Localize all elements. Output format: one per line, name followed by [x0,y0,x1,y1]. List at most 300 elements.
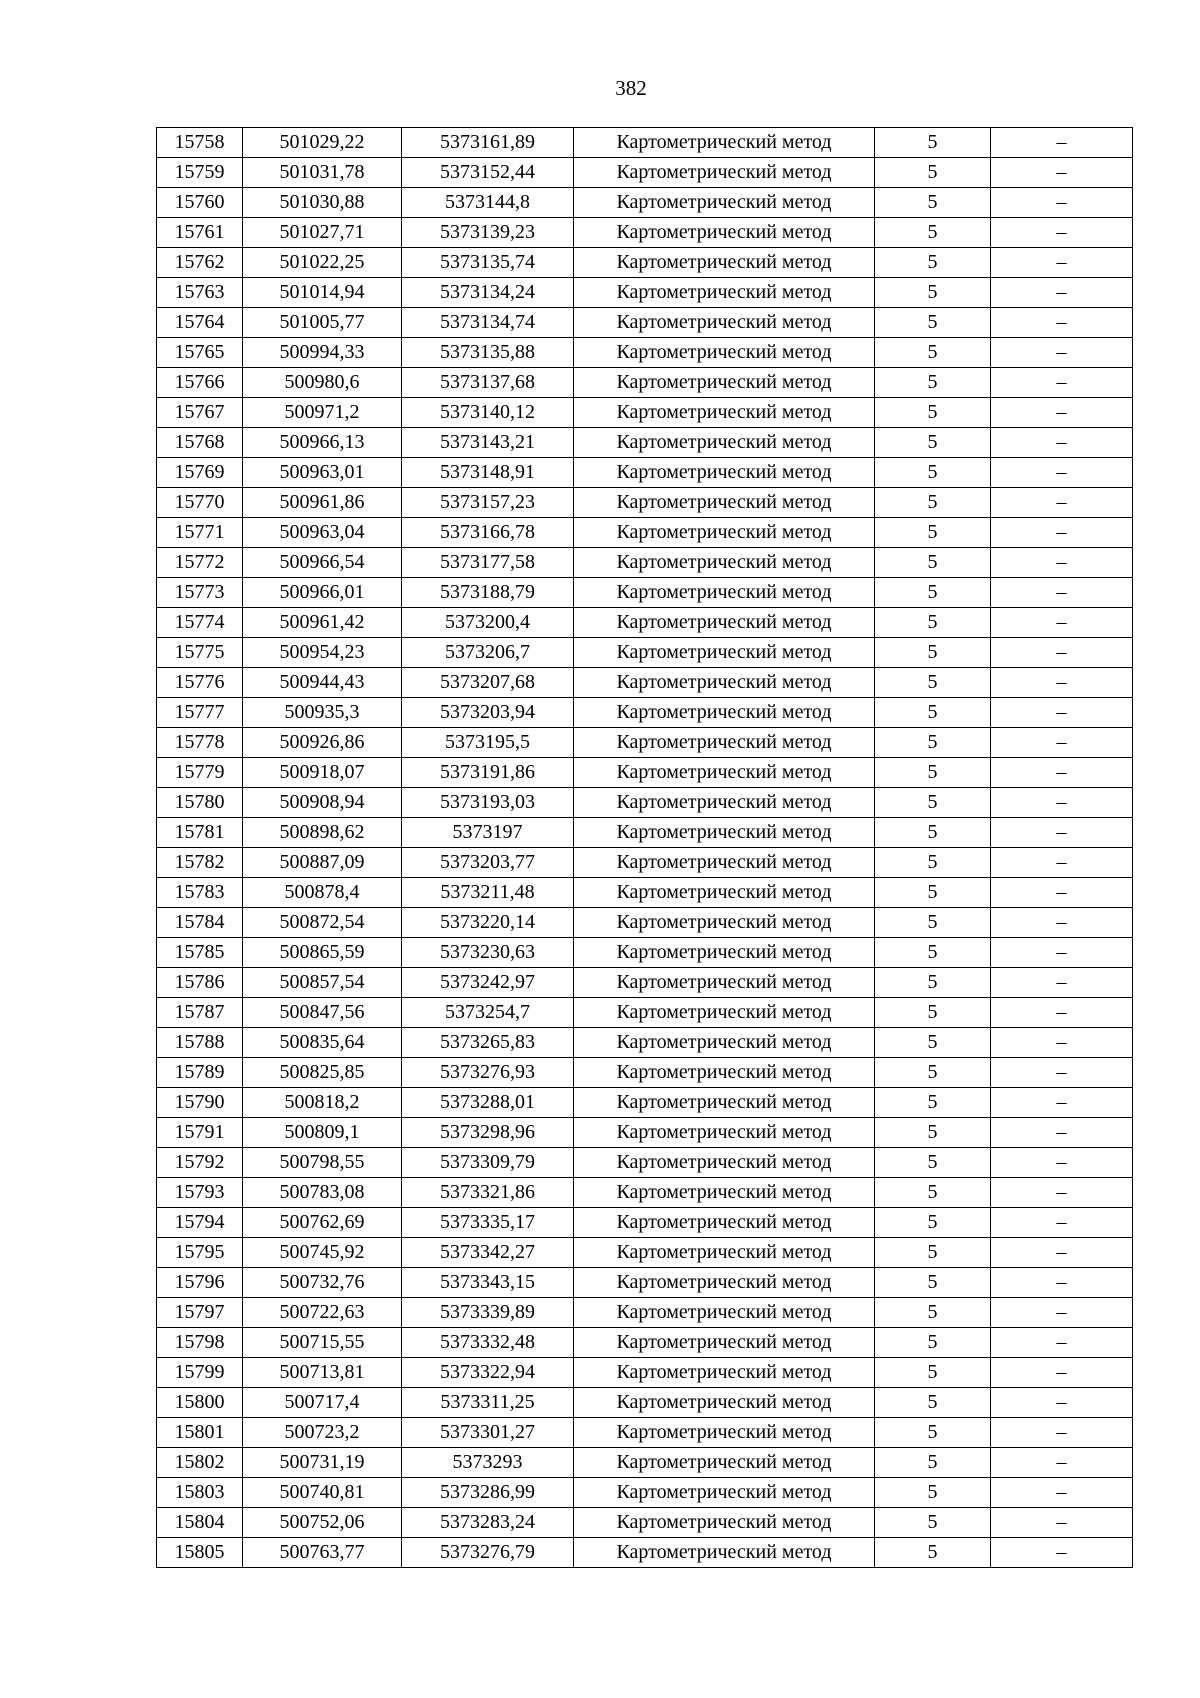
x-coordinate-cell: 500798,55 [243,1148,402,1178]
point-number-cell: 15803 [157,1478,243,1508]
accuracy-cell: 5 [875,848,991,878]
accuracy-cell: 5 [875,188,991,218]
accuracy-cell: 5 [875,608,991,638]
x-coordinate-cell: 500966,13 [243,428,402,458]
x-coordinate-cell: 500732,76 [243,1268,402,1298]
description-cell: – [991,968,1133,998]
y-coordinate-cell: 5373144,8 [402,188,574,218]
table-row [157,548,1133,578]
y-coordinate-cell: 5373301,27 [402,1418,574,1448]
x-coordinate-cell: 500723,2 [243,1418,402,1448]
y-coordinate-cell: 5373230,63 [402,938,574,968]
x-coordinate-cell: 500935,3 [243,698,402,728]
x-coordinate-cell: 500926,86 [243,728,402,758]
description-cell: – [991,1358,1133,1388]
table-row [157,818,1133,848]
method-cell: Картометрический метод [574,1508,875,1538]
x-coordinate-cell: 500835,64 [243,1028,402,1058]
description-cell: – [991,1328,1133,1358]
method-cell: Картометрический метод [574,668,875,698]
point-number-cell: 15772 [157,548,243,578]
point-number-cell: 15783 [157,878,243,908]
method-cell: Картометрический метод [574,1418,875,1448]
table-row [157,848,1133,878]
description-cell: – [991,308,1133,338]
table-row [157,1358,1133,1388]
accuracy-cell: 5 [875,578,991,608]
accuracy-cell: 5 [875,1178,991,1208]
point-number-cell: 15773 [157,578,243,608]
point-number-cell: 15784 [157,908,243,938]
accuracy-cell: 5 [875,518,991,548]
x-coordinate-cell: 500745,92 [243,1238,402,1268]
description-cell: – [991,1028,1133,1058]
x-coordinate-cell: 501031,78 [243,158,402,188]
x-coordinate-cell: 500783,08 [243,1178,402,1208]
x-coordinate-cell: 501005,77 [243,308,402,338]
accuracy-cell: 5 [875,728,991,758]
point-number-cell: 15778 [157,728,243,758]
method-cell: Картометрический метод [574,1028,875,1058]
description-cell: – [991,578,1133,608]
accuracy-cell: 5 [875,368,991,398]
method-cell: Картометрический метод [574,1448,875,1478]
accuracy-cell: 5 [875,1268,991,1298]
x-coordinate-cell: 500857,54 [243,968,402,998]
x-coordinate-cell: 501014,94 [243,278,402,308]
table-row [157,128,1133,158]
y-coordinate-cell: 5373276,79 [402,1538,574,1568]
x-coordinate-cell: 500818,2 [243,1088,402,1118]
accuracy-cell: 5 [875,248,991,278]
description-cell: – [991,848,1133,878]
description-cell: – [991,878,1133,908]
description-cell: – [991,458,1133,488]
x-coordinate-cell: 500763,77 [243,1538,402,1568]
table-row [157,1298,1133,1328]
description-cell: – [991,1208,1133,1238]
x-coordinate-cell: 500731,19 [243,1448,402,1478]
point-number-cell: 15760 [157,188,243,218]
table-row [157,1478,1133,1508]
accuracy-cell: 5 [875,338,991,368]
y-coordinate-cell: 5373311,25 [402,1388,574,1418]
method-cell: Картометрический метод [574,458,875,488]
description-cell: – [991,938,1133,968]
point-number-cell: 15794 [157,1208,243,1238]
method-cell: Картометрический метод [574,488,875,518]
point-number-cell: 15802 [157,1448,243,1478]
x-coordinate-cell: 500715,55 [243,1328,402,1358]
accuracy-cell: 5 [875,1208,991,1238]
method-cell: Картометрический метод [574,428,875,458]
y-coordinate-cell: 5373148,91 [402,458,574,488]
method-cell: Картометрический метод [574,1058,875,1088]
table-row [157,728,1133,758]
table-row [157,308,1133,338]
accuracy-cell: 5 [875,1118,991,1148]
description-cell: – [991,1388,1133,1418]
table-row [157,1118,1133,1148]
method-cell: Картометрический метод [574,548,875,578]
x-coordinate-cell: 500887,09 [243,848,402,878]
page-number: 382 [615,76,647,100]
accuracy-cell: 5 [875,998,991,1028]
description-cell: – [991,1268,1133,1298]
description-cell: – [991,758,1133,788]
accuracy-cell: 5 [875,1088,991,1118]
description-cell: – [991,1448,1133,1478]
y-coordinate-cell: 5373332,48 [402,1328,574,1358]
accuracy-cell: 5 [875,218,991,248]
x-coordinate-cell: 500954,23 [243,638,402,668]
y-coordinate-cell: 5373152,44 [402,158,574,188]
y-coordinate-cell: 5373206,7 [402,638,574,668]
method-cell: Картометрический метод [574,1478,875,1508]
description-cell: – [991,728,1133,758]
description-cell: – [991,1508,1133,1538]
point-number-cell: 15804 [157,1508,243,1538]
description-cell: – [991,1478,1133,1508]
accuracy-cell: 5 [875,1328,991,1358]
point-number-cell: 15771 [157,518,243,548]
method-cell: Картометрический метод [574,758,875,788]
method-cell: Картометрический метод [574,908,875,938]
method-cell: Картометрический метод [574,188,875,218]
method-cell: Картометрический метод [574,1538,875,1568]
table-row [157,368,1133,398]
x-coordinate-cell: 500908,94 [243,788,402,818]
point-number-cell: 15765 [157,338,243,368]
x-coordinate-cell: 500971,2 [243,398,402,428]
accuracy-cell: 5 [875,1028,991,1058]
table-row [157,428,1133,458]
description-cell: – [991,218,1133,248]
accuracy-cell: 5 [875,1058,991,1088]
y-coordinate-cell: 5373134,24 [402,278,574,308]
description-cell: – [991,1178,1133,1208]
x-coordinate-cell: 500825,85 [243,1058,402,1088]
method-cell: Картометрический метод [574,518,875,548]
y-coordinate-cell: 5373339,89 [402,1298,574,1328]
method-cell: Картометрический метод [574,1268,875,1298]
accuracy-cell: 5 [875,1538,991,1568]
y-coordinate-cell: 5373188,79 [402,578,574,608]
y-coordinate-cell: 5373335,17 [402,1208,574,1238]
point-number-cell: 15779 [157,758,243,788]
accuracy-cell: 5 [875,1478,991,1508]
x-coordinate-cell: 501029,22 [243,128,402,158]
x-coordinate-cell: 500980,6 [243,368,402,398]
y-coordinate-cell: 5373137,68 [402,368,574,398]
accuracy-cell: 5 [875,1508,991,1538]
method-cell: Картометрический метод [574,1238,875,1268]
y-coordinate-cell: 5373200,4 [402,608,574,638]
table-row [157,518,1133,548]
accuracy-cell: 5 [875,1418,991,1448]
method-cell: Картометрический метод [574,818,875,848]
y-coordinate-cell: 5373265,83 [402,1028,574,1058]
method-cell: Картометрический метод [574,638,875,668]
table-row [157,1028,1133,1058]
point-number-cell: 15781 [157,818,243,848]
y-coordinate-cell: 5373135,74 [402,248,574,278]
point-number-cell: 15763 [157,278,243,308]
point-number-cell: 15791 [157,1118,243,1148]
method-cell: Картометрический метод [574,218,875,248]
y-coordinate-cell: 5373203,94 [402,698,574,728]
method-cell: Картометрический метод [574,578,875,608]
method-cell: Картометрический метод [574,938,875,968]
description-cell: – [991,818,1133,848]
description-cell: – [991,368,1133,398]
point-number-cell: 15795 [157,1238,243,1268]
method-cell: Картометрический метод [574,1298,875,1328]
x-coordinate-cell: 500963,01 [243,458,402,488]
y-coordinate-cell: 5373343,15 [402,1268,574,1298]
y-coordinate-cell: 5373193,03 [402,788,574,818]
method-cell: Картометрический метод [574,698,875,728]
accuracy-cell: 5 [875,818,991,848]
x-coordinate-cell: 500966,54 [243,548,402,578]
point-number-cell: 15782 [157,848,243,878]
table-body [157,128,1133,1568]
description-cell: – [991,1118,1133,1148]
point-number-cell: 15766 [157,368,243,398]
point-number-cell: 15767 [157,398,243,428]
accuracy-cell: 5 [875,308,991,338]
method-cell: Картометрический метод [574,308,875,338]
table-row [157,998,1133,1028]
method-cell: Картометрический метод [574,1208,875,1238]
table-row [157,1268,1133,1298]
x-coordinate-cell: 500966,01 [243,578,402,608]
table-row [157,788,1133,818]
point-number-cell: 15759 [157,158,243,188]
method-cell: Картометрический метод [574,1328,875,1358]
y-coordinate-cell: 5373220,14 [402,908,574,938]
y-coordinate-cell: 5373322,94 [402,1358,574,1388]
y-coordinate-cell: 5373191,86 [402,758,574,788]
x-coordinate-cell: 500740,81 [243,1478,402,1508]
method-cell: Картометрический метод [574,1358,875,1388]
y-coordinate-cell: 5373293 [402,1448,574,1478]
x-coordinate-cell: 500809,1 [243,1118,402,1148]
description-cell: – [991,668,1133,698]
method-cell: Картометрический метод [574,278,875,308]
description-cell: – [991,278,1133,308]
x-coordinate-cell: 500944,43 [243,668,402,698]
accuracy-cell: 5 [875,458,991,488]
accuracy-cell: 5 [875,758,991,788]
accuracy-cell: 5 [875,938,991,968]
table-row [157,968,1133,998]
table-row [157,698,1133,728]
method-cell: Картометрический метод [574,878,875,908]
accuracy-cell: 5 [875,398,991,428]
accuracy-cell: 5 [875,788,991,818]
point-number-cell: 15780 [157,788,243,818]
description-cell: – [991,608,1133,638]
point-number-cell: 15798 [157,1328,243,1358]
table-row [157,338,1133,368]
table-row [157,638,1133,668]
accuracy-cell: 5 [875,548,991,578]
y-coordinate-cell: 5373207,68 [402,668,574,698]
table-row [157,1148,1133,1178]
point-number-cell: 15775 [157,638,243,668]
accuracy-cell: 5 [875,668,991,698]
method-cell: Картометрический метод [574,848,875,878]
accuracy-cell: 5 [875,1448,991,1478]
y-coordinate-cell: 5373276,93 [402,1058,574,1088]
y-coordinate-cell: 5373166,78 [402,518,574,548]
table-row [157,188,1133,218]
table-row [157,1418,1133,1448]
accuracy-cell: 5 [875,698,991,728]
table-row [157,1538,1133,1568]
table-row [157,1178,1133,1208]
accuracy-cell: 5 [875,158,991,188]
accuracy-cell: 5 [875,878,991,908]
table-row [157,908,1133,938]
point-number-cell: 15774 [157,608,243,638]
description-cell: – [991,998,1133,1028]
accuracy-cell: 5 [875,128,991,158]
y-coordinate-cell: 5373134,74 [402,308,574,338]
description-cell: – [991,248,1133,278]
method-cell: Картометрический метод [574,608,875,638]
accuracy-cell: 5 [875,1148,991,1178]
table-row [157,248,1133,278]
table-row [157,1388,1133,1418]
x-coordinate-cell: 500918,07 [243,758,402,788]
description-cell: – [991,488,1133,518]
y-coordinate-cell: 5373242,97 [402,968,574,998]
description-cell: – [991,518,1133,548]
description-cell: – [991,188,1133,218]
table-row [157,758,1133,788]
coordinates-table [156,127,1133,1568]
table-row [157,398,1133,428]
x-coordinate-cell: 500878,4 [243,878,402,908]
y-coordinate-cell: 5373195,5 [402,728,574,758]
y-coordinate-cell: 5373161,89 [402,128,574,158]
table-row [157,1328,1133,1358]
description-cell: – [991,338,1133,368]
table-row [157,1508,1133,1538]
point-number-cell: 15796 [157,1268,243,1298]
y-coordinate-cell: 5373143,21 [402,428,574,458]
accuracy-cell: 5 [875,638,991,668]
table-row [157,488,1133,518]
description-cell: – [991,1148,1133,1178]
point-number-cell: 15761 [157,218,243,248]
table-row [157,278,1133,308]
method-cell: Картометрический метод [574,728,875,758]
y-coordinate-cell: 5373321,86 [402,1178,574,1208]
table-row [157,578,1133,608]
point-number-cell: 15764 [157,308,243,338]
accuracy-cell: 5 [875,968,991,998]
x-coordinate-cell: 501030,88 [243,188,402,218]
point-number-cell: 15793 [157,1178,243,1208]
x-coordinate-cell: 500722,63 [243,1298,402,1328]
point-number-cell: 15792 [157,1148,243,1178]
point-number-cell: 15770 [157,488,243,518]
table-row [157,608,1133,638]
description-cell: – [991,1298,1133,1328]
accuracy-cell: 5 [875,1298,991,1328]
point-number-cell: 15762 [157,248,243,278]
description-cell: – [991,698,1133,728]
point-number-cell: 15769 [157,458,243,488]
x-coordinate-cell: 500752,06 [243,1508,402,1538]
point-number-cell: 15776 [157,668,243,698]
method-cell: Картометрический метод [574,128,875,158]
point-number-cell: 15787 [157,998,243,1028]
y-coordinate-cell: 5373298,96 [402,1118,574,1148]
y-coordinate-cell: 5373283,24 [402,1508,574,1538]
y-coordinate-cell: 5373135,88 [402,338,574,368]
y-coordinate-cell: 5373342,27 [402,1238,574,1268]
description-cell: – [991,1058,1133,1088]
description-cell: – [991,158,1133,188]
point-number-cell: 15768 [157,428,243,458]
description-cell: – [991,428,1133,458]
table-row [157,1208,1133,1238]
description-cell: – [991,1238,1133,1268]
point-number-cell: 15789 [157,1058,243,1088]
y-coordinate-cell: 5373286,99 [402,1478,574,1508]
y-coordinate-cell: 5373309,79 [402,1148,574,1178]
table-row [157,158,1133,188]
x-coordinate-cell: 500872,54 [243,908,402,938]
method-cell: Картометрический метод [574,1388,875,1418]
description-cell: – [991,1088,1133,1118]
table-row [157,938,1133,968]
x-coordinate-cell: 500847,56 [243,998,402,1028]
description-cell: – [991,908,1133,938]
accuracy-cell: 5 [875,428,991,458]
method-cell: Картометрический метод [574,998,875,1028]
x-coordinate-cell: 501022,25 [243,248,402,278]
y-coordinate-cell: 5373177,58 [402,548,574,578]
x-coordinate-cell: 500961,42 [243,608,402,638]
point-number-cell: 15801 [157,1418,243,1448]
point-number-cell: 15788 [157,1028,243,1058]
point-number-cell: 15799 [157,1358,243,1388]
table-row [157,878,1133,908]
x-coordinate-cell: 500865,59 [243,938,402,968]
description-cell: – [991,1418,1133,1448]
point-number-cell: 15758 [157,128,243,158]
point-number-cell: 15797 [157,1298,243,1328]
point-number-cell: 15785 [157,938,243,968]
method-cell: Картометрический метод [574,968,875,998]
description-cell: – [991,128,1133,158]
x-coordinate-cell: 500961,86 [243,488,402,518]
method-cell: Картометрический метод [574,248,875,278]
table-row [157,1238,1133,1268]
y-coordinate-cell: 5373157,23 [402,488,574,518]
table-row [157,668,1133,698]
description-cell: – [991,638,1133,668]
method-cell: Картометрический метод [574,1088,875,1118]
x-coordinate-cell: 500963,04 [243,518,402,548]
accuracy-cell: 5 [875,1238,991,1268]
x-coordinate-cell: 500994,33 [243,338,402,368]
